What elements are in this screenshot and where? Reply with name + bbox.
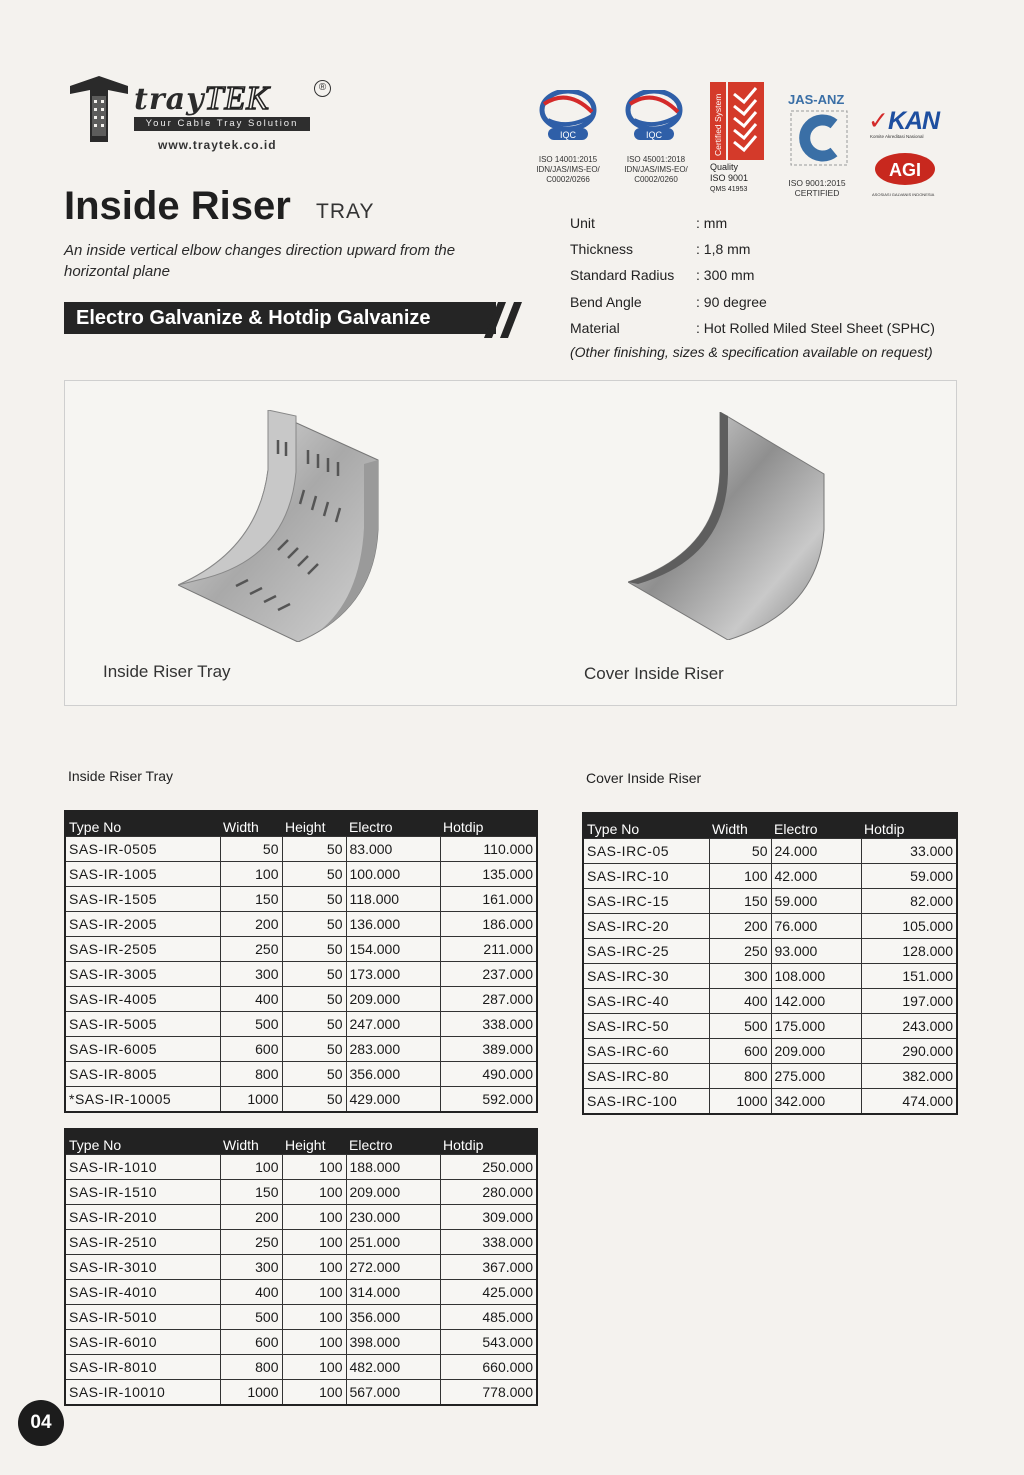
cell-width: 1000 (709, 1088, 771, 1114)
cell-height: 100 (282, 1329, 346, 1354)
cell-type-no: SAS-IR-1505 (65, 886, 220, 911)
table-row (65, 1354, 537, 1379)
table-row (583, 988, 957, 1013)
agi-logo-icon (874, 152, 936, 186)
cell-hotdip: 105.000 (861, 913, 957, 938)
cell-hotdip: 110.000 (440, 836, 537, 861)
cell-hotdip: 382.000 (861, 1063, 957, 1088)
table-row (65, 1379, 537, 1405)
cell-type-no: SAS-IR-1510 (65, 1179, 220, 1204)
cell-type-no: SAS-IRC-05 (583, 838, 709, 863)
cell-hotdip: 243.000 (861, 1013, 957, 1038)
table-row (65, 911, 537, 936)
cell-hotdip: 592.000 (440, 1086, 537, 1112)
kan-subtitle: Komite Akreditasi Nasional (870, 134, 924, 139)
cell-height: 100 (282, 1229, 346, 1254)
jas-anz-c-icon (790, 110, 848, 166)
cell-height: 100 (282, 1254, 346, 1279)
cell-electro: 188.000 (346, 1154, 440, 1179)
cell-electro: 175.000 (771, 1013, 861, 1038)
cell-hotdip: 135.000 (440, 861, 537, 886)
cell-height: 100 (282, 1279, 346, 1304)
spec-row-bend-angle (570, 289, 990, 315)
inside-riser-tray-h50-table (64, 810, 538, 1113)
cell-width: 50 (709, 838, 771, 863)
col-header-electro: Electro (346, 1129, 440, 1154)
cell-electro: 209.000 (346, 1179, 440, 1204)
banner-slash-icon (484, 302, 524, 338)
cell-height: 50 (282, 861, 346, 886)
cell-width: 100 (220, 1154, 282, 1179)
cell-type-no: SAS-IRC-100 (583, 1088, 709, 1114)
col-header-electro: Electro (346, 811, 440, 836)
cell-type-no: *SAS-IR-10005 (65, 1086, 220, 1112)
cell-electro: 59.000 (771, 888, 861, 913)
cell-hotdip: 778.000 (440, 1379, 537, 1405)
spec-label: Bend Angle (570, 293, 642, 310)
cell-hotdip: 660.000 (440, 1354, 537, 1379)
cell-width: 200 (220, 911, 282, 936)
cell-electro: 283.000 (346, 1036, 440, 1061)
jas-anz-iso-text: ISO 9001:2015 CERTIFIED (788, 178, 846, 198)
cell-type-no: SAS-IRC-80 (583, 1063, 709, 1088)
table-row (65, 936, 537, 961)
table-row (65, 1279, 537, 1304)
cell-hotdip: 490.000 (440, 1061, 537, 1086)
cell-electro: 482.000 (346, 1354, 440, 1379)
cell-height: 100 (282, 1154, 346, 1179)
col-header-electro: Electro (771, 813, 861, 838)
cell-width: 100 (220, 861, 282, 886)
cell-type-no: SAS-IR-2505 (65, 936, 220, 961)
cell-type-no: SAS-IR-2005 (65, 911, 220, 936)
registered-mark: ® (314, 80, 331, 97)
table-row (65, 1154, 537, 1179)
table-row (65, 1204, 537, 1229)
cell-type-no: SAS-IRC-20 (583, 913, 709, 938)
brand-name-block: TEK (204, 80, 270, 117)
iqc-badge-text: IQC (645, 130, 663, 140)
cell-hotdip: 59.000 (861, 863, 957, 888)
cell-width: 800 (220, 1354, 282, 1379)
cell-width: 150 (709, 888, 771, 913)
iqc-iso45001-text: ISO 45001:2018 IDN/JAS/IMS-EO/ C0002/0260 (624, 155, 688, 184)
agi-label: AGI (888, 160, 922, 180)
cell-width: 500 (220, 1304, 282, 1329)
col-header-height: Height (282, 811, 346, 836)
cell-hotdip: 82.000 (861, 888, 957, 913)
cell-hotdip: 474.000 (861, 1088, 957, 1114)
cell-hotdip: 338.000 (440, 1229, 537, 1254)
spec-label: Standard Radius (570, 267, 675, 284)
traytek-logo-icon (70, 76, 128, 142)
cell-type-no: SAS-IR-4005 (65, 986, 220, 1011)
cell-type-no: SAS-IR-6010 (65, 1329, 220, 1354)
table-header-row (65, 1129, 537, 1154)
cell-electro: 83.000 (346, 836, 440, 861)
cell-electro: 342.000 (771, 1088, 861, 1114)
table-row (65, 986, 537, 1011)
cell-type-no: SAS-IR-0505 (65, 836, 220, 861)
cell-electro: 272.000 (346, 1254, 440, 1279)
cell-hotdip: 287.000 (440, 986, 537, 1011)
cell-type-no: SAS-IR-1010 (65, 1154, 220, 1179)
cell-height: 100 (282, 1354, 346, 1379)
cell-height: 50 (282, 1036, 346, 1061)
cell-width: 150 (220, 1179, 282, 1204)
col-header-hotdip: Hotdip (440, 811, 537, 836)
cell-type-no: SAS-IR-2510 (65, 1229, 220, 1254)
table-row (65, 1304, 537, 1329)
table-row (583, 963, 957, 988)
spec-value: : 1,8 mm (696, 241, 751, 258)
cell-electro: 24.000 (771, 838, 861, 863)
col-header-width: Width (220, 811, 282, 836)
kan-logo (868, 106, 939, 136)
iqc-certification-icon (536, 90, 600, 142)
cell-width: 500 (220, 1011, 282, 1036)
kan-check-icon: ✓ (868, 107, 888, 135)
cell-width: 1000 (220, 1379, 282, 1405)
cell-type-no: SAS-IR-3005 (65, 961, 220, 986)
cell-width: 150 (220, 886, 282, 911)
table-row (65, 886, 537, 911)
cell-type-no: SAS-IR-8005 (65, 1061, 220, 1086)
cell-height: 50 (282, 836, 346, 861)
cell-hotdip: 367.000 (440, 1254, 537, 1279)
table-row (65, 836, 537, 861)
cell-width: 50 (220, 836, 282, 861)
cell-electro: 100.000 (346, 861, 440, 886)
table-row (65, 1036, 537, 1061)
cell-height: 50 (282, 1061, 346, 1086)
cell-electro: 142.000 (771, 988, 861, 1013)
cell-hotdip: 33.000 (861, 838, 957, 863)
kan-label: KAN (887, 107, 940, 135)
cell-type-no: SAS-IRC-40 (583, 988, 709, 1013)
cell-type-no: SAS-IR-8010 (65, 1354, 220, 1379)
cell-hotdip: 280.000 (440, 1179, 537, 1204)
cell-height: 100 (282, 1304, 346, 1329)
brand-name-script: tray (134, 82, 205, 117)
cell-type-no: SAS-IRC-60 (583, 1038, 709, 1063)
cell-hotdip: 338.000 (440, 1011, 537, 1036)
spec-value: : 300 mm (696, 267, 755, 284)
cell-height: 50 (282, 1086, 346, 1112)
cover-inside-riser-image (628, 412, 828, 640)
cell-type-no: SAS-IRC-50 (583, 1013, 709, 1038)
cell-type-no: SAS-IR-2010 (65, 1204, 220, 1229)
table-row (65, 1011, 537, 1036)
cell-type-no: SAS-IR-6005 (65, 1036, 220, 1061)
cell-height: 50 (282, 986, 346, 1011)
spec-label: Material (570, 319, 620, 336)
cell-hotdip: 161.000 (440, 886, 537, 911)
cell-width: 250 (220, 1229, 282, 1254)
cell-height: 100 (282, 1204, 346, 1229)
quality-qms: QMS 41953 (710, 186, 748, 193)
table-row (583, 863, 957, 888)
iqc-iso14001-text: ISO 14001:2015 IDN/JAS/IMS-EO/ C0002/0266 (536, 155, 600, 184)
quality-certified-system-icon (710, 82, 764, 160)
cell-electro: 247.000 (346, 1011, 440, 1036)
cell-electro: 118.000 (346, 886, 440, 911)
cell-width: 1000 (220, 1086, 282, 1112)
cell-electro: 230.000 (346, 1204, 440, 1229)
cell-width: 300 (220, 961, 282, 986)
product-title: Inside Riser (64, 184, 291, 228)
table-row (65, 1179, 537, 1204)
cell-type-no: SAS-IR-10010 (65, 1379, 220, 1405)
cell-type-no: SAS-IRC-25 (583, 938, 709, 963)
cell-height: 50 (282, 961, 346, 986)
agi-subtitle: ASOSIASI GALVANIS INDONESIA (872, 192, 935, 197)
table-row (583, 1063, 957, 1088)
cell-hotdip: 128.000 (861, 938, 957, 963)
website-link[interactable]: www.traytek.co.id (158, 138, 277, 152)
cell-type-no: SAS-IRC-15 (583, 888, 709, 913)
cell-height: 100 (282, 1379, 346, 1405)
inside-riser-tray-image (178, 410, 388, 642)
spec-row-material (570, 315, 990, 341)
cell-type-no: SAS-IRC-30 (583, 963, 709, 988)
col-header-height: Height (282, 1129, 346, 1154)
cell-electro: 429.000 (346, 1086, 440, 1112)
product-description: An inside vertical elbow changes direction upward from the horizontal plane (64, 242, 456, 280)
cell-electro: 275.000 (771, 1063, 861, 1088)
cell-hotdip: 151.000 (861, 963, 957, 988)
cell-hotdip: 425.000 (440, 1279, 537, 1304)
cell-hotdip: 485.000 (440, 1304, 537, 1329)
brand-tagline: Your Cable Tray Solution (134, 117, 310, 131)
cell-electro: 314.000 (346, 1279, 440, 1304)
cell-height: 50 (282, 936, 346, 961)
cell-width: 100 (709, 863, 771, 888)
spec-value: : 90 degree (696, 293, 767, 310)
table-header-row (583, 813, 957, 838)
cell-width: 800 (220, 1061, 282, 1086)
page-number-badge: 04 (18, 1400, 64, 1446)
spec-label: Unit (570, 215, 595, 232)
inside-riser-tray-h100-table (64, 1128, 538, 1406)
col-header-type-no: Type No (583, 813, 709, 838)
cell-width: 600 (709, 1038, 771, 1063)
table-row (583, 1088, 957, 1114)
cell-width: 300 (709, 963, 771, 988)
table-row (65, 1329, 537, 1354)
table-row (583, 913, 957, 938)
inside-riser-tray-table-heading: Inside Riser Tray (68, 768, 174, 784)
cell-electro: 398.000 (346, 1329, 440, 1354)
cell-width: 600 (220, 1329, 282, 1354)
cell-electro: 209.000 (346, 986, 440, 1011)
cover-image-caption: Cover Inside Riser (584, 664, 724, 683)
table-row (65, 1229, 537, 1254)
brand-name (134, 80, 270, 118)
cell-hotdip: 389.000 (440, 1036, 537, 1061)
cell-electro: 356.000 (346, 1061, 440, 1086)
quality-iso: ISO 9001 (710, 173, 749, 183)
iqc-badge-text: IQC (559, 130, 577, 140)
cell-width: 250 (709, 938, 771, 963)
cell-electro: 108.000 (771, 963, 861, 988)
cell-type-no: SAS-IR-1005 (65, 861, 220, 886)
cell-electro: 42.000 (771, 863, 861, 888)
cell-width: 400 (220, 986, 282, 1011)
cell-width: 600 (220, 1036, 282, 1061)
table-header-row (65, 811, 537, 836)
cell-hotdip: 211.000 (440, 936, 537, 961)
cell-width: 500 (709, 1013, 771, 1038)
cell-type-no: SAS-IR-5010 (65, 1304, 220, 1329)
spec-row-radius (570, 262, 990, 288)
cell-type-no: SAS-IR-4010 (65, 1279, 220, 1304)
cover-inside-riser-table-heading: Cover Inside Riser (586, 770, 702, 786)
cell-type-no: SAS-IR-5005 (65, 1011, 220, 1036)
cell-height: 100 (282, 1179, 346, 1204)
table-row (65, 1061, 537, 1086)
certified-system-text: Certified System (713, 93, 723, 156)
table-row (583, 1013, 957, 1038)
cell-hotdip: 309.000 (440, 1204, 537, 1229)
cell-height: 50 (282, 886, 346, 911)
jas-anz-label: JAS-ANZ (788, 92, 845, 107)
cell-hotdip: 237.000 (440, 961, 537, 986)
cell-width: 200 (709, 913, 771, 938)
cell-electro: 76.000 (771, 913, 861, 938)
product-subtitle: TRAY (316, 200, 375, 223)
col-header-type-no: Type No (65, 811, 220, 836)
cover-inside-riser-table (582, 812, 958, 1115)
cell-hotdip: 197.000 (861, 988, 957, 1013)
spec-row-thickness (570, 236, 990, 262)
cell-electro: 154.000 (346, 936, 440, 961)
cell-hotdip: 250.000 (440, 1154, 537, 1179)
cell-hotdip: 543.000 (440, 1329, 537, 1354)
table-row (65, 961, 537, 986)
cell-hotdip: 290.000 (861, 1038, 957, 1063)
spec-value: : Hot Rolled Miled Steel Sheet (SPHC) (696, 319, 935, 336)
cell-width: 400 (709, 988, 771, 1013)
tray-image-caption: Inside Riser Tray (103, 662, 231, 681)
cell-hotdip: 186.000 (440, 911, 537, 936)
cell-width: 400 (220, 1279, 282, 1304)
iqc-certification-icon (622, 90, 686, 142)
table-row (65, 861, 537, 886)
col-header-width: Width (220, 1129, 282, 1154)
spec-list (570, 210, 990, 341)
cell-electro: 567.000 (346, 1379, 440, 1405)
table-row (583, 838, 957, 863)
spec-label: Thickness (570, 241, 634, 258)
spec-row-unit (570, 210, 990, 236)
col-header-width: Width (709, 813, 771, 838)
spec-value: : mm (696, 215, 728, 232)
cell-electro: 251.000 (346, 1229, 440, 1254)
cell-type-no: SAS-IRC-10 (583, 863, 709, 888)
cell-width: 800 (709, 1063, 771, 1088)
col-header-hotdip: Hotdip (861, 813, 957, 838)
col-header-hotdip: Hotdip (440, 1129, 537, 1154)
cell-height: 50 (282, 1011, 346, 1036)
cell-electro: 173.000 (346, 961, 440, 986)
finish-banner: Electro Galvanize & Hotdip Galvanize (64, 302, 496, 334)
cell-electro: 209.000 (771, 1038, 861, 1063)
col-header-type-no: Type No (65, 1129, 220, 1154)
table-row (583, 938, 957, 963)
table-row (583, 1038, 957, 1063)
cell-electro: 356.000 (346, 1304, 440, 1329)
table-row (65, 1086, 537, 1112)
table-row (65, 1254, 537, 1279)
cell-electro: 93.000 (771, 938, 861, 963)
cell-electro: 136.000 (346, 911, 440, 936)
quality-iso9001-text (710, 162, 748, 195)
cell-width: 300 (220, 1254, 282, 1279)
quality-title: Quality (710, 162, 739, 172)
cell-width: 250 (220, 936, 282, 961)
cell-width: 200 (220, 1204, 282, 1229)
table-row (583, 888, 957, 913)
spec-note: (Other finishing, sizes & specification available on request) (570, 344, 933, 360)
cell-type-no: SAS-IR-3010 (65, 1254, 220, 1279)
cell-height: 50 (282, 911, 346, 936)
